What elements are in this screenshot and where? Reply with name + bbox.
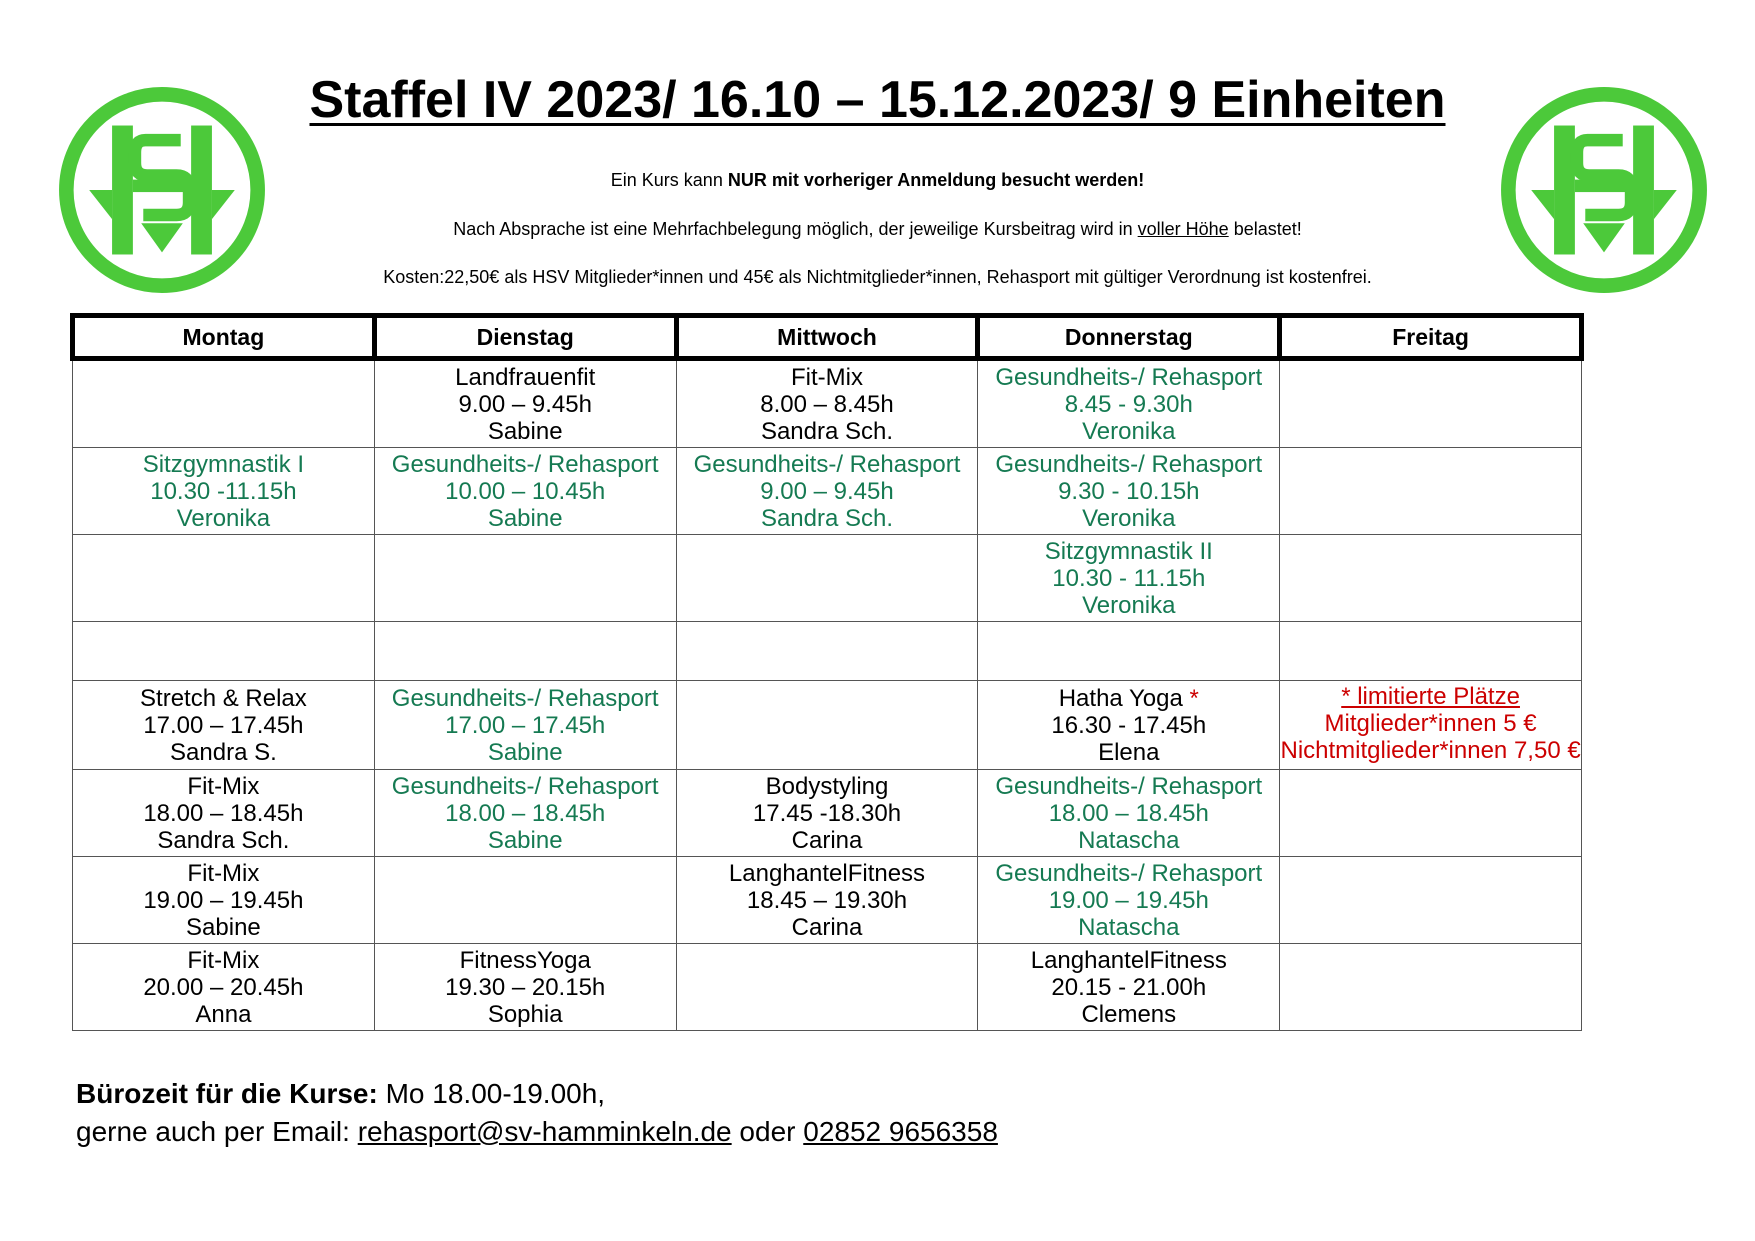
course-cell-rehasport	[978, 770, 1280, 857]
course-name: Landfrauenfit	[455, 363, 596, 391]
course-trainer: Carina	[791, 913, 863, 941]
footer-contact	[76, 1075, 998, 1151]
course-time: 10.00 – 10.45h	[445, 477, 606, 505]
course-time: 16.30 - 17.45h	[1051, 711, 1207, 739]
course-cell	[676, 359, 978, 448]
course-trainer: Clemens	[1081, 1000, 1177, 1028]
info-registration: Ein Kurs kann NUR mit vorheriger Anmeldung besucht werden!	[610, 170, 1145, 190]
course-time: 10.30 - 11.15h	[1052, 564, 1206, 592]
info-costs: Kosten:22,50€ als HSV Mitglieder*innen und 45€ als Nichtmitglieder*innen, Rehasport mit gültiger Verordnung ist kostenfrei.	[383, 267, 1372, 287]
empty-cell	[676, 622, 978, 681]
table-row	[73, 359, 1582, 448]
table-row	[73, 448, 1582, 535]
course-trainer: Sophia	[487, 1000, 563, 1028]
course-trainer: Carina	[791, 826, 863, 854]
limited-mark: *	[1182, 684, 1199, 712]
course-cell	[374, 359, 676, 448]
course-name: Gesundheits-/ Rehasport	[391, 772, 659, 800]
course-name: Fit-Mix	[187, 859, 260, 887]
day-header-donnerstag: Donnerstag	[978, 316, 1280, 359]
course-cell-rehasport	[73, 448, 375, 535]
empty-cell	[676, 535, 978, 622]
course-cell	[73, 944, 375, 1031]
course-cell	[978, 681, 1280, 770]
day-header-montag: Montag	[73, 316, 375, 359]
phone-link[interactable]: 02852 9656358	[803, 1116, 998, 1147]
course-name: LanghantelFitness	[1030, 946, 1227, 974]
course-name: Sitzgymnastik I	[142, 450, 305, 478]
course-name: Fit-Mix	[187, 772, 260, 800]
course-time: 19.00 – 19.45h	[143, 886, 304, 914]
table-row	[73, 944, 1582, 1031]
course-cell	[676, 770, 978, 857]
course-trainer: Veronika	[1082, 504, 1176, 532]
empty-cell	[676, 944, 978, 1031]
course-time: 20.15 - 21.00h	[1051, 973, 1207, 1001]
empty-cell	[1280, 944, 1582, 1031]
table-row-empty	[73, 622, 1582, 681]
course-trainer: Veronika	[1082, 417, 1176, 445]
course-time: 18.00 – 18.45h	[143, 799, 304, 827]
course-cell-rehasport	[978, 448, 1280, 535]
empty-cell	[1280, 770, 1582, 857]
empty-cell	[1280, 857, 1582, 944]
schedule-table	[70, 313, 1584, 1031]
course-name: LanghantelFitness	[728, 859, 926, 887]
course-name: Sitzgymnastik II	[1044, 537, 1213, 565]
course-name: Bodystyling	[765, 772, 889, 800]
empty-cell	[676, 681, 978, 770]
course-time: 17.00 – 17.45h	[445, 711, 606, 739]
course-time: 8.45 - 9.30h	[1064, 390, 1193, 418]
course-cell-rehasport	[374, 448, 676, 535]
course-trainer: Sabine	[487, 738, 563, 766]
course-cell	[978, 944, 1280, 1031]
table-row	[73, 770, 1582, 857]
day-header-row	[73, 316, 1582, 359]
course-cell	[374, 944, 676, 1031]
course-time: 18.00 – 18.45h	[445, 799, 606, 827]
course-name: Gesundheits-/ Rehasport	[995, 772, 1263, 800]
day-header-mittwoch: Mittwoch	[676, 316, 978, 359]
course-trainer: Sabine	[487, 417, 563, 445]
day-header-dienstag: Dienstag	[374, 316, 676, 359]
course-time: 18.00 – 18.45h	[1048, 799, 1209, 827]
course-trainer: Sabine	[487, 826, 563, 854]
course-trainer: Sandra S.	[170, 738, 277, 766]
course-cell-rehasport	[978, 857, 1280, 944]
contact-line: gerne auch per Email: rehasport@sv-hamminkeln.de oder 02852 9656358	[76, 1116, 998, 1147]
info-multiple-booking: Nach Absprache ist eine Mehrfachbelegung möglich, der jeweilige Kursbeitrag wird in voller Höhe belastet!	[453, 219, 1302, 239]
course-cell	[73, 857, 375, 944]
price-note-cell	[1280, 681, 1582, 770]
course-name: Gesundheits-/ Rehasport	[995, 859, 1263, 887]
day-header-freitag: Freitag	[1280, 316, 1582, 359]
course-trainer: Anna	[195, 1000, 252, 1028]
course-cell	[676, 857, 978, 944]
course-name: Gesundheits-/ Rehasport	[995, 450, 1263, 478]
course-name: Stretch & Relax	[140, 684, 307, 712]
course-time: 20.00 – 20.45h	[143, 973, 304, 1001]
note-members-price: Mitglieder*innen 5 €	[1324, 710, 1537, 737]
course-time: 17.00 – 17.45h	[143, 711, 304, 739]
empty-cell	[73, 622, 375, 681]
page-title: Staffel IV 2023/ 16.10 – 15.12.2023/ 9 Einheiten	[309, 71, 1446, 129]
empty-cell	[374, 535, 676, 622]
course-time: 9.00 – 9.45h	[760, 477, 894, 505]
course-trainer: Sandra Sch.	[760, 417, 894, 445]
empty-cell	[73, 535, 375, 622]
note-title: * limitierte Plätze	[1341, 683, 1520, 710]
course-name: FitnessYoga	[459, 946, 591, 974]
course-time: 17.45 -18.30h	[752, 799, 902, 827]
course-trainer: Veronika	[176, 504, 271, 532]
table-row	[73, 857, 1582, 944]
course-cell-rehasport	[978, 535, 1280, 622]
table-row	[73, 681, 1582, 770]
course-trainer: Veronika	[1082, 591, 1176, 619]
course-time: 10.30 -11.15h	[150, 477, 297, 505]
course-trainer: Sabine	[487, 504, 563, 532]
course-cell-rehasport	[374, 770, 676, 857]
course-name: Fit-Mix	[187, 946, 260, 974]
course-time: 9.30 - 10.15h	[1058, 477, 1200, 505]
course-trainer: Elena	[1098, 738, 1160, 766]
course-trainer: Natascha	[1078, 913, 1180, 941]
course-cell	[73, 681, 375, 770]
course-name: Gesundheits-/ Rehasport	[391, 684, 659, 712]
office-hours: Bürozeit für die Kurse: Mo 18.00-19.00h,	[76, 1078, 606, 1109]
email-link[interactable]: rehasport@sv-hamminkeln.de	[357, 1116, 732, 1147]
course-time: 18.45 – 19.30h	[746, 886, 908, 914]
table-row	[73, 535, 1582, 622]
empty-cell	[1280, 535, 1582, 622]
course-name: Gesundheits-/ Rehasport	[391, 450, 659, 478]
course-time: 8.00 – 8.45h	[760, 390, 894, 418]
course-trainer: Sabine	[186, 913, 261, 941]
empty-cell	[1280, 622, 1582, 681]
note-nonmembers-price: Nichtmitglieder*innen 7,50 €	[1280, 737, 1581, 764]
course-name: Gesundheits-/ Rehasport	[995, 363, 1263, 391]
empty-cell	[374, 857, 676, 944]
course-cell	[73, 770, 375, 857]
course-trainer: Sandra Sch.	[760, 504, 894, 532]
course-time: 19.00 – 19.45h	[1048, 886, 1209, 914]
empty-cell	[1280, 448, 1582, 535]
course-time: 9.00 – 9.45h	[458, 390, 592, 418]
course-name: Fit-Mix	[791, 363, 863, 391]
course-cell-rehasport	[676, 448, 978, 535]
course-name: Gesundheits-/ Rehasport	[693, 450, 961, 478]
course-time: 19.30 – 20.15h	[445, 973, 606, 1001]
course-name: Hatha Yoga *	[1058, 684, 1199, 712]
course-cell-rehasport	[978, 359, 1280, 448]
course-trainer: Sandra Sch.	[157, 826, 290, 854]
empty-cell	[73, 359, 375, 448]
empty-cell	[1280, 359, 1582, 448]
empty-cell	[374, 622, 676, 681]
empty-cell	[978, 622, 1280, 681]
course-cell-rehasport	[374, 681, 676, 770]
course-trainer: Natascha	[1078, 826, 1180, 854]
